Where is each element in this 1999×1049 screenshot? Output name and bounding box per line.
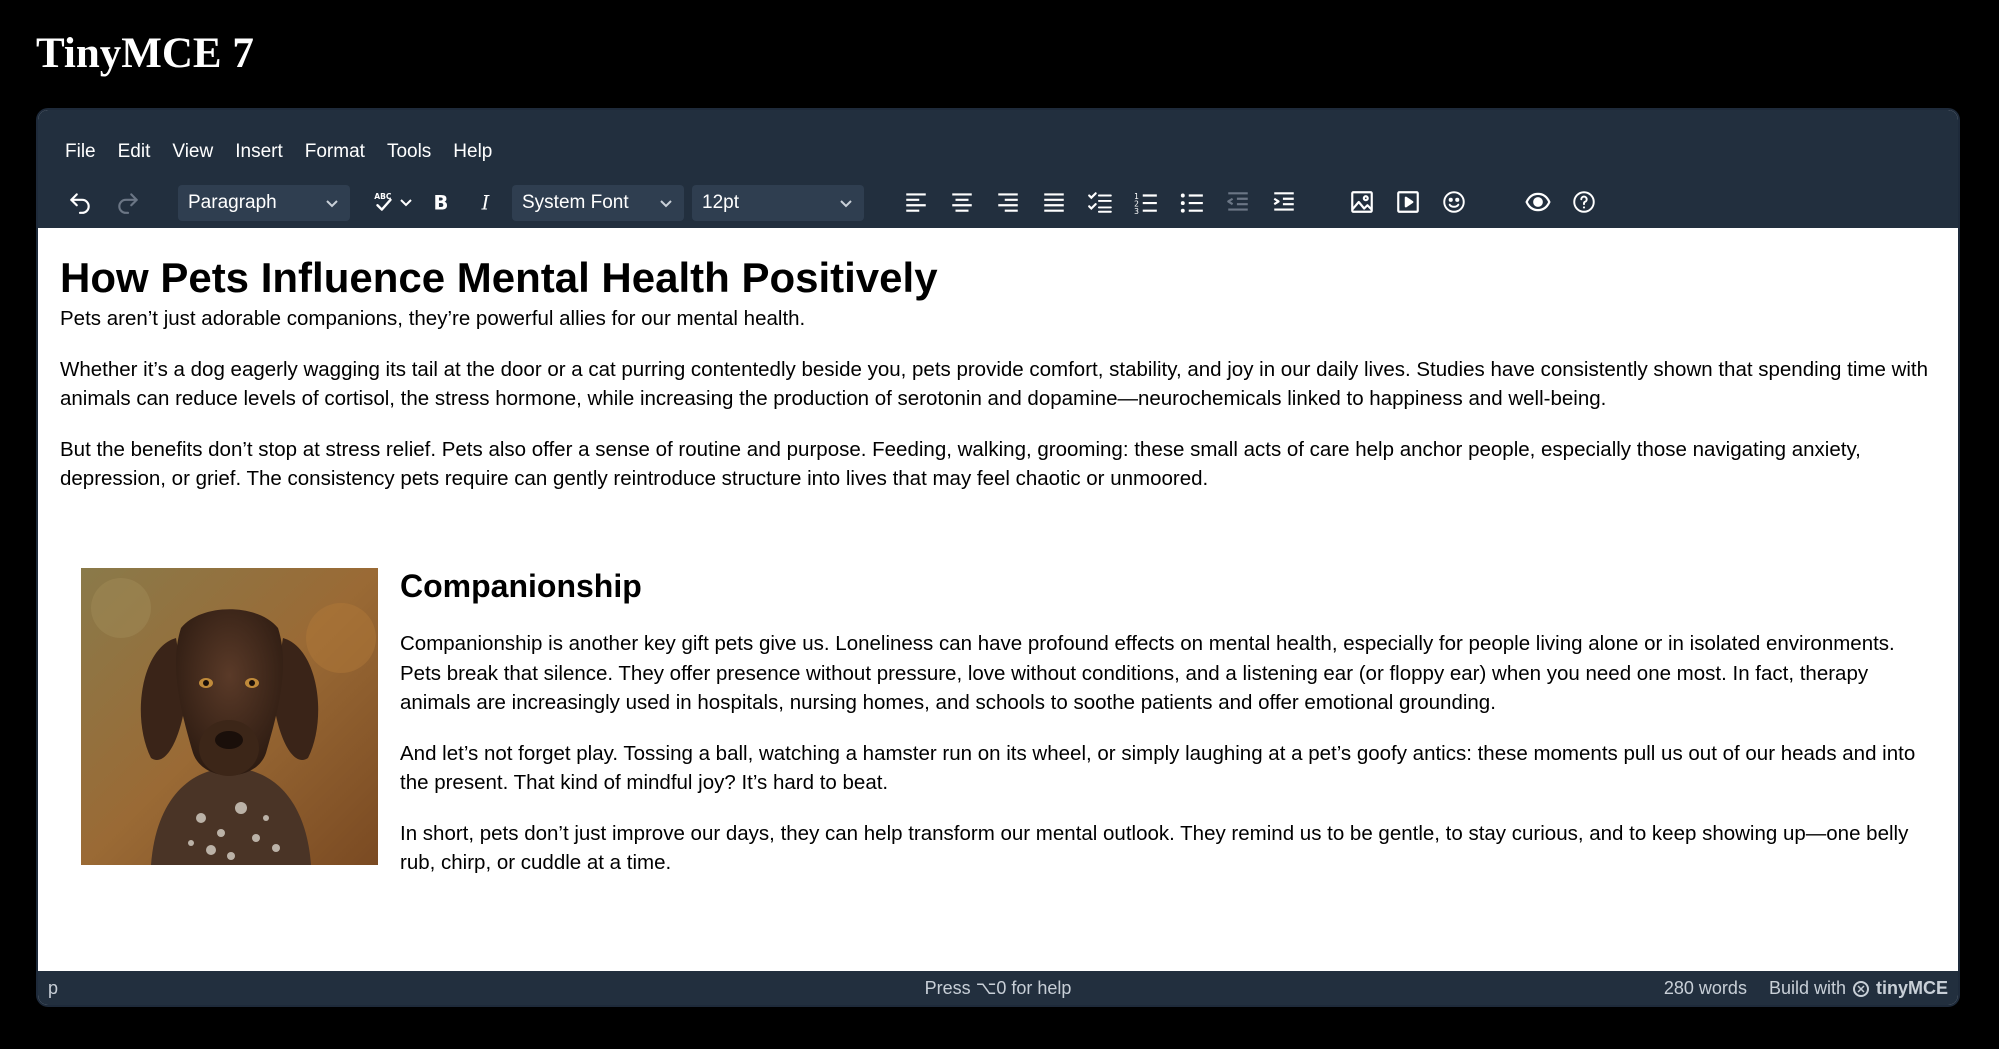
chevron-down-icon xyxy=(324,195,340,211)
numbered-list-icon[interactable] xyxy=(1126,182,1166,222)
menu-insert[interactable]: Insert xyxy=(235,141,283,162)
svg-text:I: I xyxy=(481,191,490,215)
redo-icon[interactable] xyxy=(108,182,148,222)
intro-section xyxy=(60,304,1940,515)
svg-text:3: 3 xyxy=(1134,206,1139,215)
indent-icon[interactable] xyxy=(1264,182,1304,222)
companionship-section xyxy=(400,566,1940,899)
intro-paragraph: Whether it’s a dog eagerly wagging its tail at the door or a cat purring contentedly beside you, pets provide comfort, stability, and joy in our daily lives. Studies have consistently shown that spending time with animals can reduce levels of cortisol, the stress hormone, while increasing the production of serotonin and dopamine—neurochemicals linked to happiness and well-being. xyxy=(60,357,1929,410)
editor-header xyxy=(38,110,1958,228)
checklist-icon[interactable] xyxy=(1080,182,1120,222)
svg-text:B: B xyxy=(433,191,449,215)
tinymce-brand-name: tinyMCE xyxy=(1876,978,1948,998)
dog-photo[interactable] xyxy=(81,568,378,865)
intro-paragraph: But the benefits don’t stop at stress relief. Pets also offer a sense of routine and purpose. Feeding, walking, grooming: these small acts of care help anchor people, especially those navigating anxiety, depression, or grief. The consistency pets require can gently reintroduce structure into lives that may feel chaotic or unmoored. xyxy=(60,437,1861,490)
section-paragraph: And let’s not forget play. Tossing a ball, watching a hamster run on its wheel, or simply laughing at a pet’s goofy antics: these moments pull us out of our heads and into the present. That kind of mindful joy? It’s hard to beat. xyxy=(400,741,1916,794)
align-left-icon[interactable] xyxy=(896,182,936,222)
font-family-select[interactable] xyxy=(512,185,684,221)
menubar xyxy=(54,128,503,176)
font-size-value: 12pt xyxy=(702,192,739,213)
intro-paragraph: Pets aren’t just adorable companions, they’re powerful allies for our mental health. xyxy=(60,307,806,330)
preview-icon[interactable] xyxy=(1518,182,1558,222)
help-hint: Press ⌥0 for help xyxy=(924,978,1072,998)
svg-text:1: 1 xyxy=(1134,191,1139,201)
editor-content[interactable] xyxy=(60,228,1936,971)
section-paragraph: In short, pets don’t just improve our days, they can help transform our mental outlook. They remind us to be gentle, to stay curious, and to keep showing up—one belly rub, chirp, or cuddle at a time. xyxy=(400,821,1909,874)
outdent-icon[interactable] xyxy=(1218,182,1258,222)
page-heading: TinyMCE 7 xyxy=(36,30,254,77)
emoji-icon[interactable] xyxy=(1434,182,1474,222)
section-paragraph: Companionship is another key gift pets give us. Loneliness can have profound effects on mental health, especially for people living alone or in isolated environments. Pets break that silence. They offer presence without pressure, love without conditions, and a listening ear (or floppy ear) when you need one most. In fact, therapy animals are increasingly used in hospitals, nursing homes, and schools to soothe patients and offer emotional grounding. xyxy=(400,632,1895,714)
align-center-icon[interactable] xyxy=(942,182,982,222)
toolbar xyxy=(52,176,1952,228)
chevron-down-icon xyxy=(658,195,674,211)
editor xyxy=(38,110,1958,1005)
status-right xyxy=(1664,978,1948,999)
font-family-value: System Font xyxy=(522,192,629,213)
bullet-list-icon[interactable] xyxy=(1172,182,1212,222)
spellcheck-chevron-icon[interactable] xyxy=(394,182,418,222)
tinymce-branding[interactable] xyxy=(1769,978,1948,999)
bold-icon[interactable] xyxy=(420,182,460,222)
menu-edit[interactable]: Edit xyxy=(117,141,151,162)
align-right-icon[interactable] xyxy=(988,182,1028,222)
image-icon[interactable] xyxy=(1342,182,1382,222)
section-heading: Companionship xyxy=(400,568,642,604)
menu-view[interactable]: View xyxy=(172,141,214,162)
svg-text:2: 2 xyxy=(1134,199,1139,209)
block-format-select[interactable] xyxy=(178,185,350,221)
undo-icon[interactable] xyxy=(60,182,100,222)
menu-tools[interactable]: Tools xyxy=(386,141,432,162)
menu-file[interactable]: File xyxy=(65,141,96,162)
menu-help[interactable]: Help xyxy=(453,141,493,162)
word-count[interactable]: 280 words xyxy=(1663,978,1747,998)
tinymce-logo-icon xyxy=(1852,980,1870,998)
build-with-label: Build with xyxy=(1768,978,1846,998)
statusbar xyxy=(38,971,1958,1005)
svg-text:ABC: ABC xyxy=(374,191,392,201)
document-title: How Pets Influence Mental Health Positively xyxy=(60,254,938,301)
italic-icon[interactable] xyxy=(466,182,506,222)
align-justify-icon[interactable] xyxy=(1034,182,1074,222)
menu-format[interactable]: Format xyxy=(304,141,365,162)
help-icon[interactable] xyxy=(1564,182,1604,222)
block-format-value: Paragraph xyxy=(188,192,277,213)
font-size-select[interactable] xyxy=(692,185,864,221)
element-path[interactable]: p xyxy=(48,978,59,998)
chevron-down-icon xyxy=(838,195,854,211)
media-icon[interactable] xyxy=(1388,182,1428,222)
